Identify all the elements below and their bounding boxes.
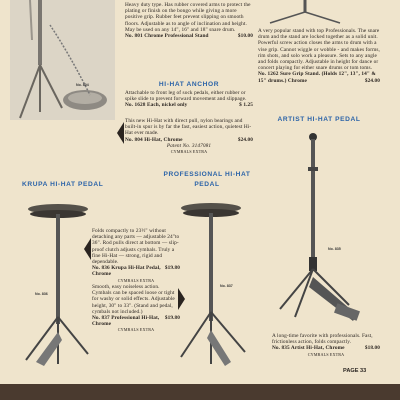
professional-price: $19.80	[164, 315, 180, 322]
krupa-photo-label: No. 836	[35, 292, 48, 296]
anchor-description-text: Attachable to front leg of sock pedals, either rubber or spike slide to prevent forward movement and slippage.	[125, 90, 247, 103]
professional-pedal-photo	[175, 192, 250, 370]
page-number: PAGE 33	[343, 368, 367, 374]
professional-pedal-art	[175, 192, 250, 370]
artist-description	[272, 333, 380, 358]
artist-item-line: No. 835 Artist Hi-Hat, Chrome	[272, 345, 345, 352]
sure-grip-price: $24.00	[364, 77, 380, 84]
stand-price-row	[125, 33, 253, 39]
stand-photo-art	[10, 0, 115, 120]
krupa-price: $19.80	[164, 265, 180, 272]
sure-grip-description-text: A very popular stand with top Professionals. The snare drum and the stand are locked together as a solid unit. Powerful screw action closes the arms to drum with a vise grip. Cannot wiggle or wobble - and makes forms, rim shots, and solo work a pleasure. Sets to any angle and folds compactly. Adjustable in height for dance or concert playing for either snare drums or tom toms.	[258, 28, 380, 72]
anchor-item-line: No. 1628 Each, nickel only	[125, 102, 188, 109]
professional-price-row	[92, 315, 180, 327]
stand-item-line: No. 801 Chrome Professional Stand	[125, 33, 209, 40]
anchor-price-row	[125, 102, 253, 108]
krupa-cymbals-note: CYMBALS EXTRA	[117, 277, 155, 283]
professional-cymbals-note: CYMBALS EXTRA	[117, 327, 155, 333]
krupa-description	[92, 228, 180, 284]
anchor-description	[125, 90, 253, 109]
artist-pedal-photo	[265, 127, 375, 327]
professional-heading	[145, 170, 269, 190]
new-hihat-patent: Patent No. 3147081	[166, 142, 212, 149]
krupa-description-text: Folds compactly to 23½" without detaching any parts — adjustable 24"to 36". Rod pulls direct at bottom — slip-proof clutch adjusts cymbals. Truly a fine Hi-Hat — strong, rigid and dependable.	[92, 228, 180, 266]
sure-grip-price-row	[258, 71, 380, 83]
stand-product-photo	[10, 0, 115, 120]
new-hihat-cymbals-note: CYMBALS EXTRA	[170, 149, 208, 155]
professional-description	[92, 284, 180, 334]
krupa-pedal-photo	[22, 192, 94, 370]
new-hihat-pointer-arrow	[117, 122, 124, 144]
new-hihat-description	[125, 118, 253, 155]
krupa-price-row	[92, 265, 180, 277]
new-hihat-item-line: No. 804 Hi-Hat, Chrome	[125, 136, 183, 143]
sure-grip-stand-photo	[255, 0, 355, 25]
sure-grip-item-line: No. 1262 Sure Grip Stand. (Holds 12", 13", 14" & 15" drums.) Chrome	[258, 71, 376, 84]
professional-heading-line1: PROFESSIONAL HI-HAT	[163, 171, 251, 178]
professional-item-line: No. 837 Professional Hi-Hat, Chrome	[92, 315, 160, 328]
artist-description-text: A long-time favorite with professionals. Fast, frictionless action, folds compactly.	[272, 333, 373, 346]
table-edge	[0, 384, 400, 400]
professional-photo-label: No. 837	[220, 284, 233, 288]
artist-cymbals-note: CYMBALS EXTRA	[307, 351, 345, 357]
artist-pedal-art	[265, 127, 375, 327]
krupa-pointer-arrow	[84, 238, 91, 260]
stand-description-text: Heavy duty type. Has rubber covered arms to protect the plating or finish on the bongo while giving a more positive grip. Rubber feet prevent slipping on smooth floors. Adjustable as to angle of inclination and height. May be used on any 14", 16" and 18" snare drum.	[125, 2, 251, 33]
sure-grip-description	[258, 28, 380, 84]
anchor-heading: HI-HAT ANCHOR	[158, 81, 220, 88]
artist-heading: ARTIST HI-HAT PEDAL	[277, 116, 361, 123]
stand-description	[125, 2, 253, 39]
stand-price: $10.00	[237, 33, 253, 40]
sure-grip-stand-art	[255, 0, 355, 25]
krupa-item-line: No. 836 Krupa Hi-Hat Pedal, Chrome	[92, 265, 161, 278]
stand-photo-label: No. 804	[76, 83, 89, 87]
krupa-heading: KRUPA HI-HAT PEDAL	[22, 181, 104, 188]
artist-price: $18.00	[364, 345, 380, 352]
artist-photo-label: No. 835	[328, 247, 341, 251]
anchor-price: $ 1.25	[239, 102, 253, 109]
krupa-pedal-art	[22, 192, 94, 370]
professional-description-text: Smooth, easy noiseless action. Cymbals can be spaced loose or tight for washy or solid effects. Adjustable height, 30" to 33". (Stand and pedal, cymbals not included.)	[92, 284, 175, 315]
new-hihat-price: $24.00	[237, 136, 253, 143]
new-hihat-description-text: This new Hi-Hat with direct pull, nylon bearings and built-in spur is by far the fast, easiest action, quietest Hi-Hat ever made.	[125, 118, 252, 137]
professional-heading-line2: PEDAL	[194, 181, 220, 188]
